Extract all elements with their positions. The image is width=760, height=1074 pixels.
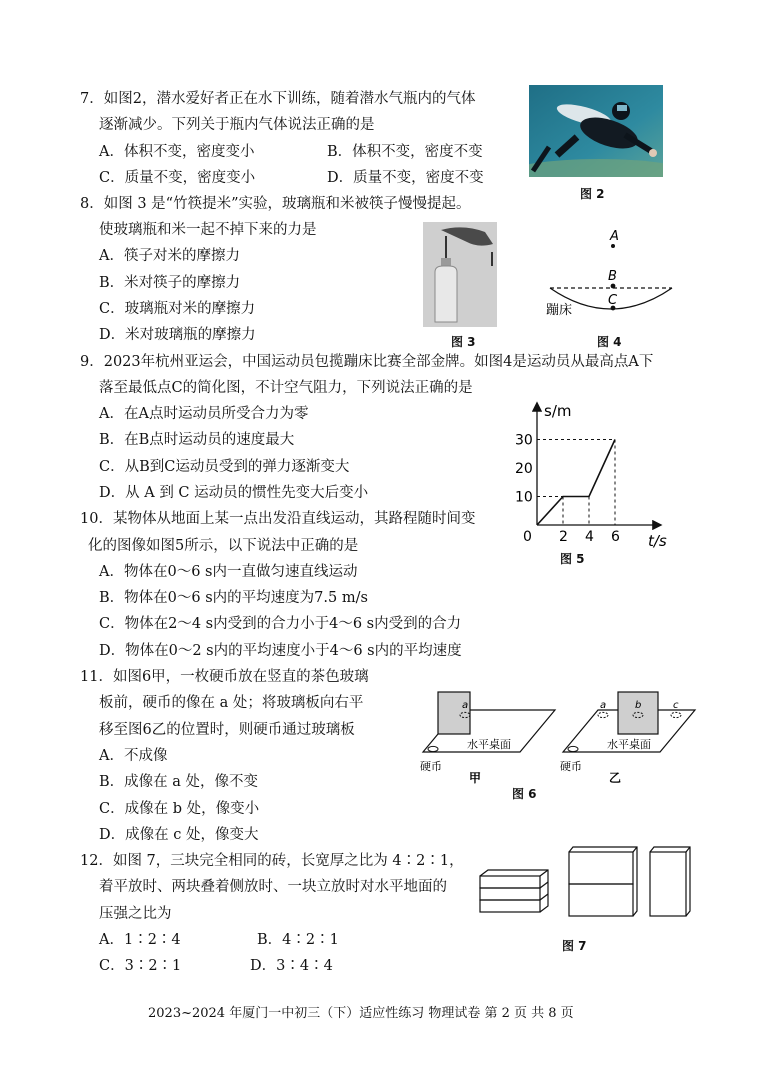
fig6-right-label: 乙 [609,771,622,785]
q9-option-d: D．从 A 到 C 运动员的惯性先变大后变小 [99,485,369,501]
q12-stem-line3: 压强之比为 [99,906,172,922]
point-a-label: A [610,229,619,244]
y-tick-label: 30 [515,432,533,449]
q9-option-c: C．从B到C运动员受到的弹力逐渐变大 [99,459,350,475]
fig7-caption: 图 7 [562,939,587,953]
coin-right [568,746,578,751]
q8-option-c: C．玻璃瓶对米的摩擦力 [99,301,256,317]
fig4-caption: 图 4 [597,335,622,349]
q8-option-a: A．筷子对米的摩擦力 [99,248,240,264]
q10-option-a: A．物体在0～6 s内一直做匀速直线运动 [99,564,358,580]
q11-stem-line1: 11．如图6甲，一枚硬币放在竖直的茶色玻璃 [80,669,369,685]
q10-stem-line2: 化的图像如图5所示，以下说法中正确的是 [88,538,359,554]
q8-stem-line1: 8．如图 3 是“竹筷提米”实验，玻璃瓶和米被筷子慢慢提起。 [80,196,471,212]
q12-stem-line2: 着平放时、两块叠着侧放时、一块立放时对水平地面的 [99,879,447,895]
fig6-right-scene [560,692,695,785]
q11-option-d: D．成像在 c 处，像变大 [99,827,259,843]
q11-option-a: A．不成像 [99,748,168,764]
q12-option-c: C．3∶2∶1 [99,958,182,974]
q12-option-b: B．4∶2∶1 [257,932,339,948]
fig6-right-coin-label: 硬币 [560,760,582,773]
fig6-right-surface: 水平桌面 [607,738,651,751]
bottle-photo [423,222,497,327]
fig6-left-surface: 水平桌面 [467,738,511,751]
q11-option-b: B．成像在 a 处，像不变 [99,774,259,790]
fig6-caption: 图 6 [512,787,537,801]
bricks-flat-stack [480,870,548,912]
trampoline-label: 蹦床 [546,303,573,318]
q8-option-b: B．米对筷子的摩擦力 [99,275,241,291]
diver-photo [529,85,663,177]
bricks-side-stack [569,847,637,916]
point-a-dot [611,244,615,248]
coin-left [428,746,438,751]
point-b-dot [611,284,616,289]
q7-option-b: B．体积不变，密度不变 [327,144,483,160]
q11-stem-line3: 移至图6乙的位置时，则硬币通过玻璃板 [99,722,355,738]
y-tick-label: 20 [515,461,533,477]
fig6-left-scene [420,692,555,785]
series-line [537,440,615,526]
q10-option-c: C．物体在2～4 s内受到的合力小于4～6 s内受到的合力 [99,616,462,632]
trampoline-figure [540,226,680,328]
glass-plate-left [438,692,470,734]
q12-option-a: A．1∶2∶4 [99,932,181,948]
fig6-right-point-c: c [673,700,679,711]
q12-option-d: D．3∶4∶4 [250,958,333,974]
q11-stem-line2: 板前，硬币的像在 a 处；将玻璃板向右平 [99,695,364,711]
q9-option-b: B．在B点时运动员的速度最大 [99,432,295,448]
x-tick-label: 4 [585,529,594,545]
fig6-left-point-a: a [462,700,469,711]
q8-option-d: D．米对玻璃瓶的摩擦力 [99,327,256,343]
y-tick-label: 10 [515,489,533,506]
brick-upright [650,847,690,916]
x-tick-label: 6 [611,529,620,545]
q12-stem-line1: 12．如图 7，三块完全相同的砖，长宽厚之比为 4∶2∶1， [80,853,464,869]
q7-stem-line1: 7．如图2，潜水爱好者正在水下训练，随着潜水气瓶内的气体 [80,91,476,107]
q9-stem-line1: 9．2023年杭州亚运会，中国运动员包揽蹦床比赛全部金牌。如图4是运动员从最高点A下 [80,354,654,370]
glass-plate-figure [415,688,700,788]
q8-stem-line2: 使玻璃瓶和米一起不掉下来的力是 [99,222,317,238]
page-footer: 2023~2024 年厦门一中初三（下）适应性练习 物理试卷 第 2 页 共 8 页 [148,1006,574,1021]
fig3-caption: 图 3 [451,335,476,349]
x-axis-label: t/s [648,532,667,548]
fig6-right-point-b: b [635,700,642,711]
q9-option-a: A．在A点时运动员所受合力为零 [99,406,309,422]
fig6-right-point-a: a [600,700,607,711]
q10-stem-line1: 10．某物体从地面上某一点出发沿直线运动，其路程随时间变 [80,511,476,527]
q7-option-c: C．质量不变，密度变小 [99,170,256,186]
point-b-label: B [608,269,617,284]
fig6-left-label: 甲 [469,771,482,785]
q7-stem-line2: 逐渐减少。下列关于瓶内气体说法正确的是 [99,117,375,133]
fig2-caption: 图 2 [580,187,605,201]
point-c-label: C [608,293,618,308]
q10-option-d: D．物体在0～2 s内的平均速度小于4～6 s内的平均速度 [99,643,462,659]
fig6-left-coin-label: 硬币 [420,760,442,773]
glass-plate-right [618,692,658,734]
y-axis-label: s/m [544,402,572,420]
distance-time-chart [508,398,678,548]
q7-option-d: D．质量不变，密度不变 [327,170,484,186]
q11-option-c: C．成像在 b 处，像变小 [99,801,260,817]
fig5-caption: 图 5 [560,552,585,566]
q7-option-a: A．体积不变，密度变小 [99,144,255,160]
x-tick-label: 2 [559,529,568,545]
q9-stem-line2: 落至最低点C的简化图，不计空气阻力，下列说法正确的是 [99,380,473,396]
x-tick-label: 0 [523,529,532,545]
bricks-figure [474,842,699,922]
q10-option-b: B．物体在0～6 s内的平均速度为7.5 m/s [99,590,368,606]
